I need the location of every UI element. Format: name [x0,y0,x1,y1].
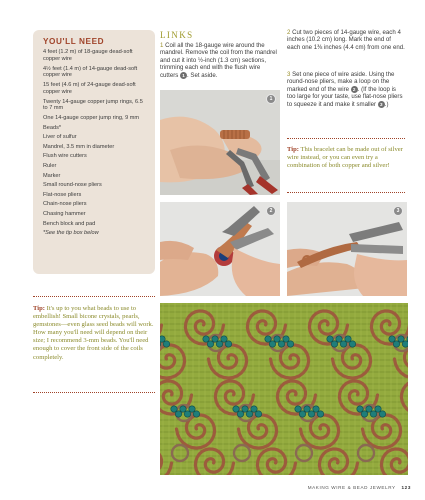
photo-bracelet [160,303,408,475]
bead [331,341,337,347]
bead [278,341,284,347]
divider [33,392,155,393]
photo-ref-badge: 2 [351,86,358,93]
photo-step-2-illustration [160,202,280,296]
material-item: Mandrel, 3.5 mm in diameter [43,143,115,150]
photo-ref-badge: 1 [180,72,187,79]
bead [180,406,186,412]
bead [189,406,195,412]
bead [361,411,367,417]
bead [313,406,319,412]
bead [246,411,252,417]
step-number: 1 [160,42,164,49]
material-item: Beads* [43,124,62,131]
photo-ref-badge: 3 [378,101,385,108]
bead [349,341,355,347]
bead [389,336,395,342]
bead [203,336,209,342]
bead [193,411,199,417]
materials-panel [33,30,155,274]
bead [304,406,310,412]
bead [175,411,181,417]
photo-step-3 [287,202,407,296]
material-item: Twenty 14-gauge copper jump rings, 6.5 to 7 mm [43,98,143,112]
bead [207,341,213,347]
bead [295,406,301,412]
divider [287,192,405,193]
bead [251,406,257,412]
bead [163,341,169,347]
bead [171,406,177,412]
step-number: 3 [287,71,291,78]
section-heading-links: LINKS [160,30,194,40]
material-item: Liver of sulfur [43,134,77,141]
photo-step-1 [160,90,280,195]
page-number: 123 [401,485,411,490]
bead [216,341,222,347]
bead [237,411,243,417]
step-2-text: 2 Cut two pieces of 14-gauge wire, each 4 inches (10.2 cm) long. Mark the end of each one 1⅜ inches (4.4 cm) from one end. [287,29,405,51]
bead [274,336,280,342]
bead [242,406,248,412]
materials-title: YOU'LL NEED [43,37,105,46]
bead [287,341,293,347]
bead [265,336,271,342]
photo-number-badge: 1 [266,94,276,104]
material-item: Marker [43,172,61,179]
bead [221,336,227,342]
bead [357,406,363,412]
bead [283,336,289,342]
page-footer [308,485,411,490]
photo-step-1-illustration [160,90,280,195]
bead [184,411,190,417]
bead [299,411,305,417]
bead [269,341,275,347]
photo-step-3-illustration [287,202,407,296]
bead [402,341,408,347]
bead [336,336,342,342]
bead [255,411,261,417]
material-item: Chain-nose pliers [43,201,87,208]
bead [366,406,372,412]
bead [317,411,323,417]
divider [33,296,155,297]
material-item: Chasing hammer [43,210,86,217]
material-item: Bench block and pad [43,220,96,227]
materials-list [43,49,147,237]
step-number: 2 [287,29,291,36]
tip-box-right: Tip: This bracelet can be made out of silver wire instead, or you can even try a combination of both copper and silver! [287,146,403,170]
material-item: Flat-nose pliers [43,191,82,198]
bead [225,341,231,347]
material-item: Small round-nose pliers [43,182,102,189]
bead [340,341,346,347]
book-title: MAKING WIRE & BEAD JEWELRY [307,485,396,490]
photo-number-badge: 3 [393,206,403,216]
bead [233,406,239,412]
bead [308,411,314,417]
step-1-text: 1 Coil all the 18-gauge wire around the mandrel. Remove the coil from the mandrel and cut it into ½-inch (1.3 cm) sections, trimming each end with the flush wire cutters 1 . Set aside. [160,42,277,79]
material-item: 15 feet (4.6 m) of 24-gauge dead-soft copper wire [43,82,136,95]
bead [327,336,333,342]
photo-bracelet-illustration [160,303,408,475]
bead [375,406,381,412]
material-item: 4½ feet (1.4 m) of 14-gauge dead-soft copper wire [43,65,138,79]
bead [393,341,399,347]
divider [287,138,405,139]
bead [345,336,351,342]
photo-step-2 [160,202,280,296]
step-3-text: 3 Set one piece of wire aside. Using the round-nose pliers, make a loop on the marked end of the wire 2 . (If the loop is too large for your taste, use flat-nose pliers to squeeze it and make it smaller 3 .) [287,71,403,108]
bead [398,336,404,342]
material-item: One 14-gauge copper jump ring, 9 mm [43,115,140,121]
tip-reference-note: *See the tip box below [43,230,99,237]
tip-box-left: Tip: It's up to you what beads to use to embellish! Small bicone crystals, pearls, gemstones—even glass seed beads will work. How many you'll need will depend on their size; I recommend 3-mm beads. You'll need enough to cover the front side of the coils completely. [33,305,154,361]
bead [370,411,376,417]
bead [379,411,385,417]
bead [212,336,218,342]
material-item: Flush wire cutters [43,153,87,160]
material-item: Ruler [43,162,57,169]
photo-number-badge: 2 [266,206,276,216]
material-item: 4 feet (1.2 m) of 18-gauge dead-soft copper wire [43,49,133,62]
